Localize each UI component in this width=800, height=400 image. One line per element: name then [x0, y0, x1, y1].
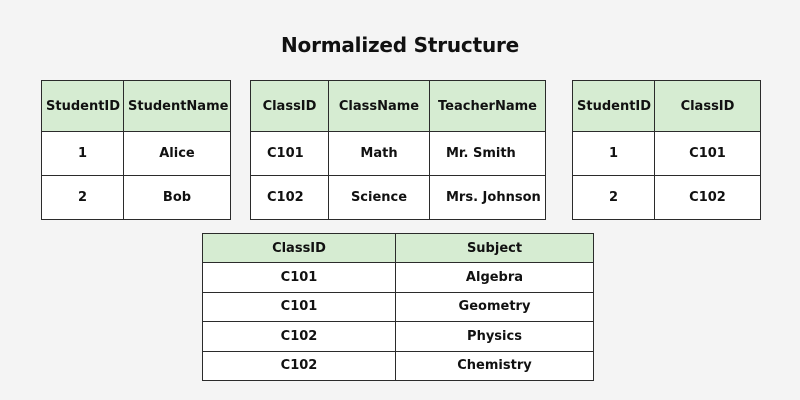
table-cell: Geometry	[396, 292, 594, 322]
table-row	[203, 322, 594, 352]
table-cell: Math	[329, 132, 430, 176]
table-cell: Alice	[124, 132, 231, 176]
table-cell: C101	[203, 263, 396, 293]
table-cell: Bob	[124, 176, 231, 220]
table-cell: C101	[251, 132, 329, 176]
table-row	[251, 132, 546, 176]
table-cell: C101	[655, 132, 761, 176]
column-header: ClassID	[203, 234, 396, 263]
class-subjects-table	[202, 233, 594, 381]
table-cell: C102	[655, 176, 761, 220]
table-cell: 1	[42, 132, 124, 176]
table-cell: Algebra	[396, 263, 594, 293]
table-cell: C102	[203, 322, 396, 352]
column-header: TeacherName	[430, 81, 546, 132]
table-header-row	[251, 81, 546, 132]
table-header-row	[573, 81, 761, 132]
table-cell: 2	[42, 176, 124, 220]
table-cell: C102	[203, 351, 396, 381]
table-cell: Chemistry	[396, 351, 594, 381]
table-row	[251, 176, 546, 220]
classes-table	[250, 80, 546, 220]
column-header: StudentName	[124, 81, 231, 132]
table-row	[42, 176, 231, 220]
column-header: ClassName	[329, 81, 430, 132]
table-header-row	[42, 81, 231, 132]
table-row	[42, 132, 231, 176]
table-cell: C101	[203, 292, 396, 322]
table-cell: C102	[251, 176, 329, 220]
column-header: Subject	[396, 234, 594, 263]
column-header: StudentID	[42, 81, 124, 132]
table-cell: 1	[573, 132, 655, 176]
table-cell: 2	[573, 176, 655, 220]
enrollments-table	[572, 80, 761, 220]
table-cell: Science	[329, 176, 430, 220]
table-cell: Mrs. Johnson	[430, 176, 546, 220]
students-table	[41, 80, 231, 220]
table-row	[573, 132, 761, 176]
table-cell: Physics	[396, 322, 594, 352]
table-row	[203, 263, 594, 293]
page-title: Normalized Structure	[280, 33, 520, 57]
table-row	[573, 176, 761, 220]
column-header: ClassID	[655, 81, 761, 132]
table-header-row	[203, 234, 594, 263]
table-cell: Mr. Smith	[430, 132, 546, 176]
table-row	[203, 351, 594, 381]
column-header: ClassID	[251, 81, 329, 132]
column-header: StudentID	[573, 81, 655, 132]
table-row	[203, 292, 594, 322]
